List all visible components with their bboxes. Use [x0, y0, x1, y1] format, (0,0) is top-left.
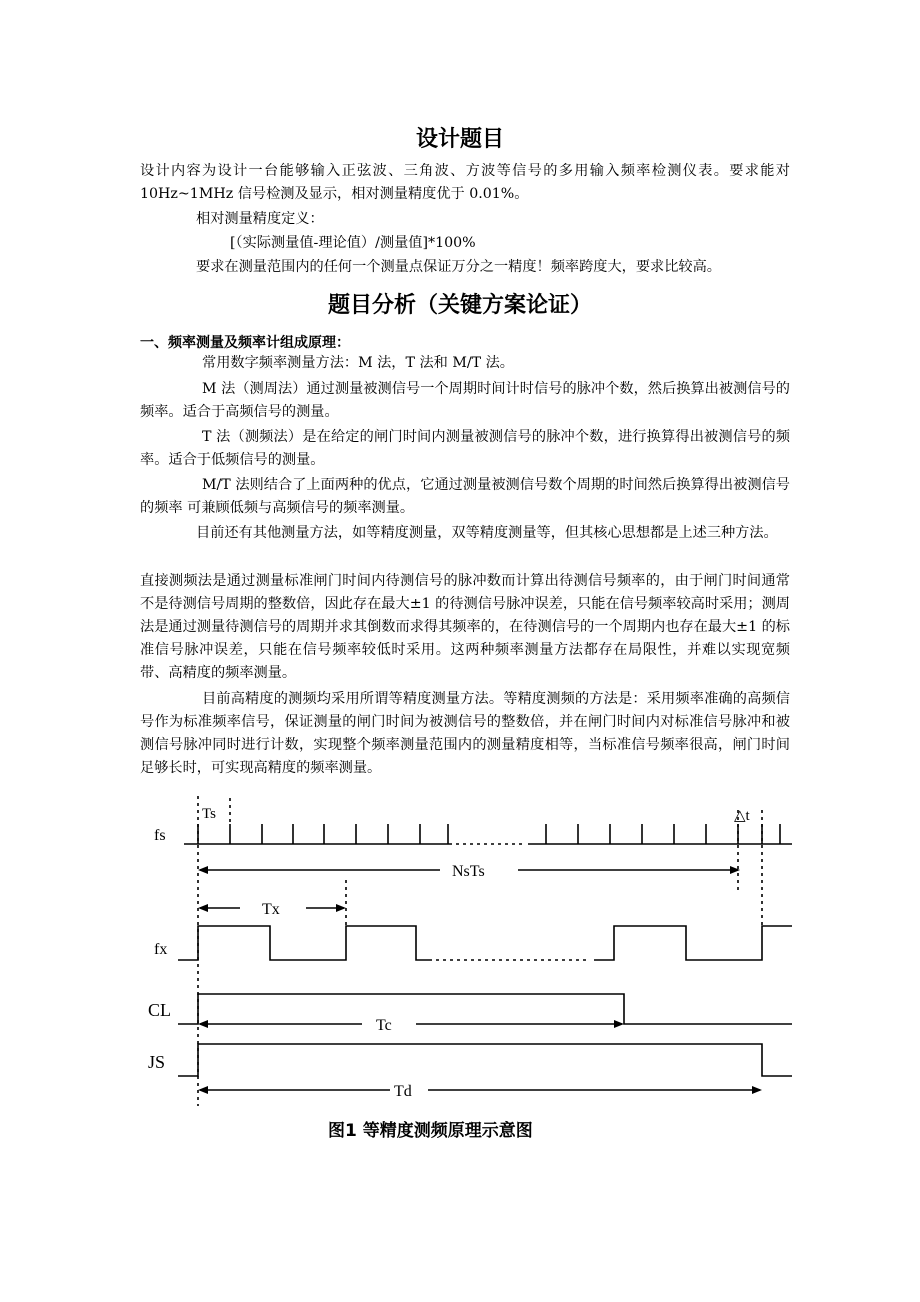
- analysis-title: 题目分析（关键方案论证）: [327, 293, 592, 318]
- js-waveform: [178, 1044, 792, 1076]
- paragraph-equal-precision: 目前高精度的测频均采用所谓等精度测量方法。等精度测频的方法是：采用频率准确的高频信号作为标准频率信号，保证测量的闸门时间为被测信号的整数倍，并在闸门时间内对标准信号脉冲和被测信号脉冲同时进行计数，实现整个频率测量范围内的测量精度相等，当标准信号频率很高，闸门时间足够长时，可实现高精度的频率测量。: [140, 691, 790, 776]
- paragraph-methods: 常用数字频率测量方法：M 法，T 法和 M/T 法。: [202, 355, 514, 371]
- nsts-label: NsTs: [452, 863, 485, 880]
- fs-label: fs: [154, 827, 166, 844]
- td-label: Td: [394, 1083, 412, 1100]
- paragraph-mt-method: M/T 法则结合了上面两种的优点，它通过测量被测信号数个周期的时间然后换算得出被测信号的频率 可兼顾低频与高频信号的频率测量。: [140, 477, 790, 516]
- document-title: 设计题目: [415, 127, 504, 152]
- fx-label: fx: [154, 941, 168, 958]
- fs-clock-ticks: [198, 824, 780, 844]
- cl-waveform: [178, 994, 792, 1024]
- fx-waveform-left: [178, 926, 432, 960]
- figure-caption: 图1 等精度测频原理示意图: [328, 1121, 533, 1141]
- arrowhead-tx-left: [198, 904, 208, 912]
- ts-label: Ts: [202, 806, 216, 822]
- arrowhead-nsts-left: [198, 866, 208, 874]
- dt-label: △t: [734, 808, 750, 824]
- paragraph-m-method: M 法（测周法）通过测量被测信号一个周期时间计时信号的脉冲个数，然后换算出被测信号的频率。适合于高频信号的测量。: [140, 381, 790, 420]
- arrowhead-td-right: [752, 1086, 762, 1094]
- fx-waveform-right: [594, 926, 792, 960]
- paragraph-direct-measure: 直接测频法是通过测量标准闸门时间内待测信号的脉冲数而计算出待测信号频率的，由于闸门时间通常不是待测信号周期的整数倍，因此存在最大±1 的待测信号脉冲误差，只能在信号频率较高时采用；测周法是通过测量待测信号的周期并求其倒数而求得其频率的，在待测信号的一个周期内也存在最大±1 的标准信号脉冲误差，只能在信号频率较低时采用。这两种频率测量方法都存在局限性，并难以实现宽频带、高精度的频率测量。: [140, 573, 790, 681]
- paragraph-other-methods: 目前还有其他测量方法，如等精度测量，双等精度测量等，但其核心思想都是上述三种方法。: [196, 525, 778, 541]
- tx-label: Tx: [262, 901, 280, 918]
- tc-label: Tc: [376, 1017, 392, 1034]
- arrowhead-td-left: [198, 1086, 208, 1094]
- paragraph-t-method: T 法（测频法）是在给定的闸门时间内测量被测信号的脉冲个数，进行换算得出被测信号的频率。适合于低频信号的测量。: [140, 429, 790, 468]
- js-label: JS: [148, 1052, 166, 1072]
- timing-diagram: [140, 790, 800, 1150]
- cl-label: CL: [148, 1000, 172, 1020]
- intro-paragraph: 设计内容为设计一台能够输入正弦波、三角波、方波等信号的多用输入频率检测仪表。要求能对 10Hz~1MHz 信号检测及显示，相对测量精度优于 0.01%。: [140, 163, 790, 202]
- arrowhead-tx-right: [336, 904, 346, 912]
- requirement-line: 要求在测量范围内的任何一个测量点保证万分之一精度！频率跨度大，要求比较高。: [196, 259, 721, 275]
- arrowhead-tc-left: [198, 1020, 208, 1028]
- formula-line: [（实际测量值-理论值）/测量值]*100%: [230, 235, 476, 251]
- definition-label: 相对测量精度定义：: [196, 211, 324, 227]
- arrowhead-tc-right: [614, 1020, 624, 1028]
- section-heading: 一、频率测量及频率计组成原理：: [140, 335, 350, 351]
